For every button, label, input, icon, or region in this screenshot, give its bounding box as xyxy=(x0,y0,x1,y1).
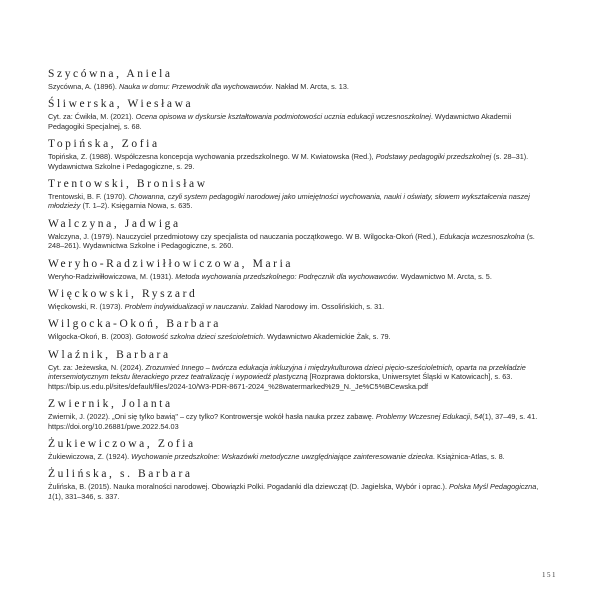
citation-text-segment: Zwiernik, J. (2022). „Oni się tylko bawią" – czy tylko? Kontrowersje wokół hasła nauka przez zabawę. xyxy=(48,412,376,422)
bibliography-entry xyxy=(48,68,548,91)
entry-heading: Szycówna, Aniela xyxy=(48,68,173,80)
citation-text-segment: Więckowski, R. (1973). xyxy=(48,302,125,312)
entry-heading: Trentowski, Bronisław xyxy=(48,178,208,191)
entry-heading: Żulińska, s. Barbara xyxy=(48,468,193,481)
citation-text-segment: Topińska, Z. (1988). Współczesna koncepcja wychowania przedszkolnego. W M. Kwiatowska (Red.), xyxy=(48,152,376,162)
bibliography-entry xyxy=(48,98,548,131)
citation-title-segment: Wychowanie przedszkolne: Wskazówki metodyczne uwzględniające zainteresowanie dziecka xyxy=(131,451,433,461)
citation-text-segment: Szycówna, A. (1896). xyxy=(48,82,119,91)
entry-citation xyxy=(48,332,548,341)
citation-text-segment: Wilgocka-Okoń, B. (2003). xyxy=(48,332,136,342)
citation-title-segment: Metoda wychowania przedszkolnego: Podręcznik dla wychowawców xyxy=(175,271,397,281)
entry-citation xyxy=(48,82,548,91)
citation-title-segment: Zrozumieć Innego – twórcza edukacja inkluzyjna i międzykulturowa dzieci pięcio-sześcioletnich, oparta na przekładzie intersemiotycznym tekstu literackiego przez teatralizację i wypowiedź plastyczną xyxy=(48,362,526,382)
citation-text-segment: Żulińska, B. (2015). Nauka moralności narodowej. Obowiązki Polki. Pogadanki dla dziewcząt (D. Jagielska, Wybór i oprac.). xyxy=(48,482,450,492)
citation-title-segment: Polska Myśl Pedagogiczna xyxy=(449,482,537,492)
entry-heading: Zwiernik, Jolanta xyxy=(48,398,173,411)
entry-citation xyxy=(48,363,548,391)
entry-citation xyxy=(48,152,548,171)
citation-text-segment: (s. 28–31). Wydawnictwa Szkolne i Pedagogiczne, s. 29. xyxy=(48,152,529,171)
page-number: 151 xyxy=(542,571,557,579)
entry-heading: Wilgocka-Okoń, Barbara xyxy=(48,318,221,331)
citation-text-segment: Żukiewiczowa, Z. (1924). xyxy=(48,451,132,461)
citation-text-segment: , xyxy=(469,412,475,422)
entry-citation xyxy=(48,412,548,431)
bibliography-entry xyxy=(48,438,548,461)
citation-title-segment: Problem indywidualizacji w nauczaniu xyxy=(124,302,247,312)
entry-citation xyxy=(48,482,548,501)
entry-citation xyxy=(48,112,548,131)
citation-text-segment: , xyxy=(536,482,539,492)
citation-text-segment: (1), 331–346, s. 337. xyxy=(52,491,120,501)
entry-citation xyxy=(48,302,548,311)
citation-text-segment: . Nakład M. Arcta, s. 13. xyxy=(271,82,349,91)
citation-text-segment: Cyt. za: Ćwikła, M. (2021). xyxy=(48,112,136,122)
entry-heading: Śliwerska, Wiesława xyxy=(48,98,194,111)
citation-title-segment: Ocena opisowa w dyskursie kształtowania podmiotowości ucznia edukacji wczesnoszkolnej xyxy=(135,112,431,122)
citation-text-segment: (T. 1–2). Księgarnia Nowa, s. 635. xyxy=(80,201,193,211)
citation-text-segment: . Zakład Narodowy im. Ossolińskich, s. 31. xyxy=(246,302,385,312)
entry-heading: Żukiewiczowa, Zofia xyxy=(48,437,196,450)
bibliography-entry xyxy=(48,288,548,311)
entry-heading: Walczyna, Jadwiga xyxy=(48,217,181,230)
bibliography-entry xyxy=(48,468,548,501)
bibliography-entry xyxy=(48,318,548,341)
citation-title-segment: Nauka w domu: Przewodnik dla wychowawców xyxy=(118,82,272,91)
entry-heading: Weryho-Radziwiłłowiczowa, Maria xyxy=(48,257,294,270)
citation-title-segment: Chowanna, czyli system pedagogiki narodowej jako umiejętności wychowania, nauki i oświaty, słowem wykształcenia naszej młodzieży xyxy=(48,192,530,211)
entry-heading: Więckowski, Ryszard xyxy=(48,288,198,301)
bibliography-list xyxy=(48,68,548,508)
citation-title-segment: 54 xyxy=(474,412,483,422)
bibliography-entry xyxy=(48,398,548,431)
citation-title-segment: Edukacja wczesnoszkolna xyxy=(439,231,525,241)
bibliography-entry xyxy=(48,178,548,211)
citation-title-segment: Gotowość szkolna dzieci sześcioletnich xyxy=(135,332,263,342)
bibliography-entry xyxy=(48,218,548,251)
citation-text-segment: Weryho-Radziwiłłowiczowa, M. (1931). xyxy=(48,271,176,281)
citation-title-segment: Podstawy pedagogiki przedszkolnej xyxy=(375,152,492,162)
entry-citation xyxy=(48,272,548,281)
citation-text-segment: Walczyna, J. (1979). Nauczyciel przedmiotowy czy specjalista od nauczania początkowego. W B. Wilgocka-Okoń (Red.), xyxy=(48,231,440,241)
entry-heading: Topińska, Zofia xyxy=(48,138,160,151)
bibliography-entry xyxy=(48,138,548,171)
citation-title-segment: 1 xyxy=(48,491,53,501)
bibliography-entry xyxy=(48,258,548,281)
bibliography-entry xyxy=(48,349,548,391)
citation-text-segment: . Wydawnictwo Akademickie Żak, s. 79. xyxy=(262,332,391,342)
citation-text-segment: Cyt. za: Jeżewska, N. (2024). xyxy=(48,362,146,372)
citation-title-segment: Problemy Wczesnej Edukacji xyxy=(375,412,470,422)
entry-citation xyxy=(48,192,548,211)
entry-heading: Wlaźnik, Barbara xyxy=(48,348,171,361)
citation-text-segment: (s. 248–261). Wydawnictwa Szkolne i Pedagogiczne, s. 260. xyxy=(48,231,535,251)
citation-text-segment: . Wydawnictwo Akademii Pedagogiki Specjalnej, s. 68. xyxy=(48,112,512,131)
citation-text-segment: . Książnica-Atlas, s. 8. xyxy=(432,451,505,461)
citation-text-segment: Trentowski, B. F. (1970). xyxy=(48,192,129,202)
citation-text-segment: . Wydawnictwo M. Arcta, s. 5. xyxy=(396,271,492,281)
entry-citation xyxy=(48,232,548,251)
citation-text-segment: (1), 37–49, s. 41. https://doi.org/10.26881/pwe.2022.54.03 xyxy=(48,412,538,431)
entry-citation xyxy=(48,452,548,461)
citation-text-segment: [Rozprawa doktorska, Uniwersytet Śląski w Katowicach], s. 63. https://bip.us.edu.pl/sites/default/files/2024-10/W3-PDR-8671-2024_%28watermarked%29_N._Je%C5%BCewska.pdf xyxy=(48,372,513,391)
